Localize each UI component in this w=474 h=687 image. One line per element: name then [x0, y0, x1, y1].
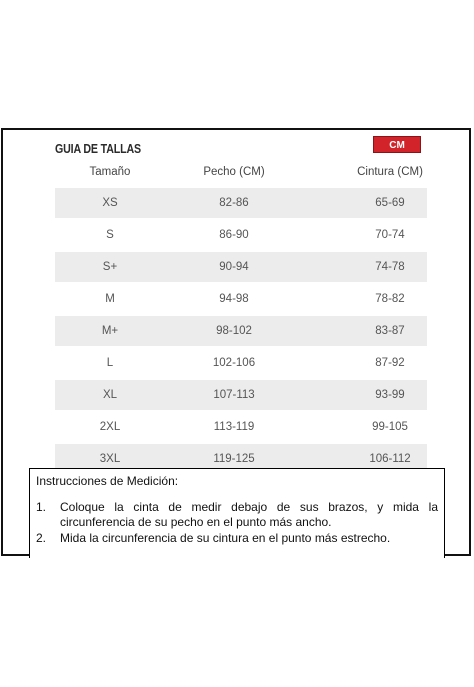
cell-waist: 65-69: [375, 197, 405, 209]
table-row: [55, 284, 427, 314]
table-row: [55, 380, 427, 410]
list-item: [36, 500, 438, 530]
cell-waist: 74-78: [375, 261, 405, 273]
size-guide-panel: [1, 128, 471, 556]
cell-waist: 78-82: [375, 293, 405, 305]
cell-waist: 93-99: [375, 389, 405, 401]
cell-chest: 102-106: [212, 357, 256, 369]
cell-chest: 82-86: [219, 197, 249, 209]
cell-size: XS: [102, 197, 118, 209]
measurement-instructions: [29, 468, 445, 558]
instructions-heading: Instrucciones de Medición:: [36, 474, 179, 488]
cell-chest: 86-90: [219, 229, 249, 241]
table-row: [55, 348, 427, 378]
table-row: [55, 316, 427, 346]
item-number: 1.: [36, 500, 47, 514]
cell-waist: 70-74: [375, 229, 405, 241]
item-number: 2.: [36, 531, 47, 545]
table-row: [55, 220, 427, 250]
cell-waist: 99-105: [372, 421, 408, 433]
header-chest: Pecho (CM): [203, 166, 265, 178]
cell-size: M+: [101, 325, 119, 337]
table-row: [55, 412, 427, 442]
cell-size: L: [106, 357, 114, 369]
instructions-list: [36, 500, 438, 546]
cell-waist: 87-92: [375, 357, 405, 369]
header-waist: Cintura (CM): [357, 166, 423, 178]
cell-size: S+: [102, 261, 118, 273]
cell-size: 2XL: [99, 421, 121, 433]
cell-waist: 106-112: [369, 453, 411, 465]
cell-chest: 113-119: [213, 421, 255, 433]
cell-chest: 94-98: [219, 293, 249, 305]
cell-chest: 98-102: [216, 325, 252, 337]
guide-title: GUIA DE TALLAS: [55, 141, 141, 156]
unit-toggle-button[interactable]: CM: [373, 136, 421, 153]
cell-size: S: [106, 229, 114, 241]
cell-size: M: [105, 293, 115, 305]
cell-waist: 83-87: [375, 325, 405, 337]
list-item: [36, 531, 438, 546]
item-text: Coloque la cinta de medir debajo de sus brazos, y mida la circunferencia de su pecho en el punto más ancho.: [60, 500, 438, 529]
table-row: [55, 188, 427, 218]
table-header: [55, 166, 427, 186]
table-row: [55, 252, 427, 282]
cell-size: XL: [102, 389, 118, 401]
cell-chest: 107-113: [213, 389, 255, 401]
header-size: Tamaño: [89, 166, 131, 178]
cell-chest: 90-94: [219, 261, 249, 273]
size-table: [55, 188, 427, 476]
cell-size: 3XL: [99, 453, 121, 465]
item-text: Mida la circunferencia de su cintura en el punto más estrecho.: [60, 531, 391, 545]
cell-chest: 119-125: [213, 453, 255, 465]
